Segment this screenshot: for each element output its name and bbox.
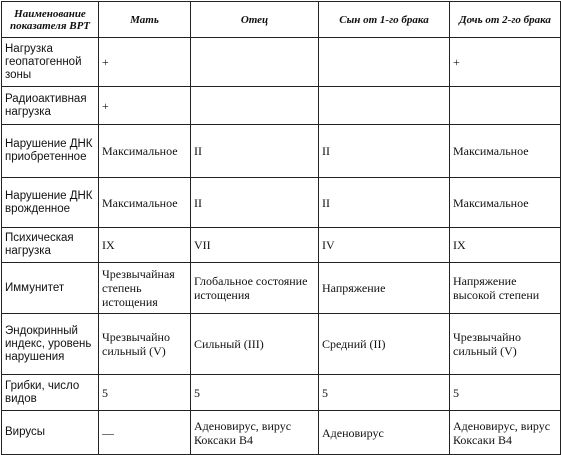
table-row: [2, 375, 561, 411]
table-cell: +: [99, 87, 191, 125]
table-cell: Аденовирус, вирус Коксаки В4: [191, 411, 319, 455]
row-label: Грибки, число видов: [2, 375, 99, 411]
table-cell: Средний (II): [319, 314, 450, 375]
table-cell: IX: [99, 228, 191, 263]
table-row: [2, 314, 561, 375]
table-cell: +: [450, 38, 561, 87]
table-row: [2, 411, 561, 455]
table-cell: Сильный (III): [191, 314, 319, 375]
table-cell: [450, 87, 561, 125]
row-label: Нарушение ДНК врожденное: [2, 178, 99, 228]
table-cell: II: [191, 178, 319, 228]
table-cell: Чрезвычайная степень истощения: [99, 263, 191, 314]
table-cell: II: [191, 125, 319, 178]
table-cell: —: [99, 411, 191, 455]
table-cell: [319, 38, 450, 87]
table-row: [2, 125, 561, 178]
table-cell: Напряжение: [319, 263, 450, 314]
row-label: Психическая нагрузка: [2, 228, 99, 263]
row-label: Иммунитет: [2, 263, 99, 314]
table-cell: II: [319, 178, 450, 228]
row-label: Эндокринный индекс, уровень нарушения: [2, 314, 99, 375]
table-cell: IV: [319, 228, 450, 263]
table-cell: Аденовирус: [319, 411, 450, 455]
table-row: [2, 228, 561, 263]
header-son: Сын от 1-го брака: [319, 2, 450, 38]
table-row: [2, 178, 561, 228]
header-mother: Мать: [99, 2, 191, 38]
table-cell: [191, 87, 319, 125]
table-cell: Глобальное состояние истощения: [191, 263, 319, 314]
table-row: [2, 263, 561, 314]
table-cell: Максимальное: [99, 178, 191, 228]
row-label: Радиоактивная нагрузка: [2, 87, 99, 125]
row-label: Вирусы: [2, 411, 99, 455]
vrt-indicators-table: [1, 1, 561, 455]
table-cell: IX: [450, 228, 561, 263]
table-cell: VII: [191, 228, 319, 263]
header-daughter: Дочь от 2-го брака: [450, 2, 561, 38]
table-cell: Напряжение высокой степени: [450, 263, 561, 314]
table-cell: Чрезвычайно сильный (V): [99, 314, 191, 375]
table-row: [2, 87, 561, 125]
table-cell: Чрезвычайно сильный (V): [450, 314, 561, 375]
table-cell: 5: [191, 375, 319, 411]
table-cell: II: [319, 125, 450, 178]
table-cell: Максимальное: [99, 125, 191, 178]
header-father: Отец: [191, 2, 319, 38]
header-row: [2, 2, 561, 38]
table-cell: Максимальное: [450, 178, 561, 228]
table-cell: 5: [319, 375, 450, 411]
table-row: [2, 38, 561, 87]
table-cell: 5: [99, 375, 191, 411]
row-label: Нагрузка геопатогенной зоны: [2, 38, 99, 87]
table-cell: [191, 38, 319, 87]
row-label: Нарушение ДНК приобретенное: [2, 125, 99, 178]
table-cell: [319, 87, 450, 125]
table-cell: +: [99, 38, 191, 87]
table-cell: Аденовирус, вирус Коксаки В4: [450, 411, 561, 455]
table-cell: 5: [450, 375, 561, 411]
table-cell: Максимальное: [450, 125, 561, 178]
header-indicator-name: Наименование показателя ВРТ: [2, 2, 99, 38]
